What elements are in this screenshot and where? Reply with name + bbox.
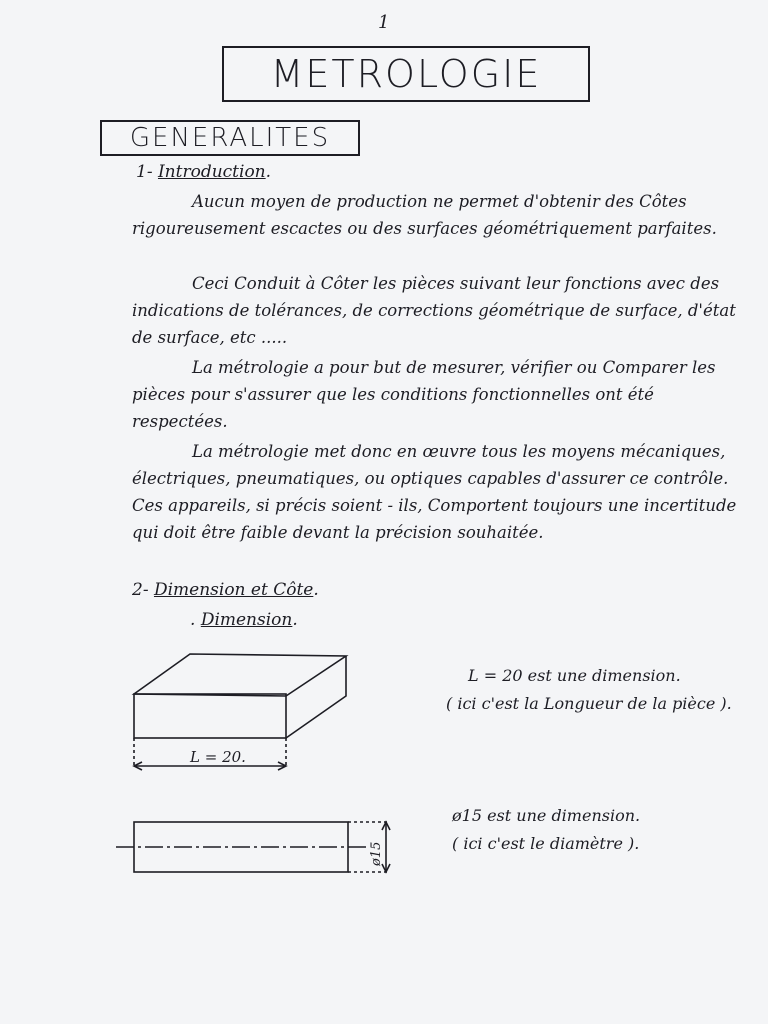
paragraph-3: La métrologie a pour but de mesurer, vérifier ou Comparer les pièces pour s'assurer que les conditions fonctionnelles ont été respectées.: [132, 358, 716, 431]
block-note-line-2: ( ici c'est la Longueur de la pièce ).: [446, 694, 732, 713]
diameter-note-line-2: ( ici c'est le diamètre ).: [452, 834, 640, 853]
diameter-note: [452, 802, 640, 858]
paragraph-2: Ceci Conduit à Côter les pièces suivant leur fonctions avec des indications de tolérances, de corrections géométrique de surface, d'état de surface, etc .....: [132, 274, 736, 347]
heading-number: 1-: [136, 162, 153, 182]
heading-text: Introduction: [157, 162, 266, 182]
heading-text: Dimension et Côte: [153, 580, 314, 600]
diameter-note-line-1: ø15 est une dimension.: [452, 806, 641, 825]
page-title: METROLOGIE: [222, 46, 590, 102]
diameter-label: ø15: [369, 841, 384, 866]
block-note-line-1: L = 20 est une dimension.: [468, 666, 681, 685]
block-length-label: L = 20.: [190, 748, 246, 766]
page-number: 1: [378, 12, 390, 33]
block-note: [446, 662, 732, 718]
heading-number: 2-: [132, 580, 149, 600]
paragraph-4: La métrologie met donc en œuvre tous les moyens mécaniques, électriques, pneumatiques, ou optiques capables d'assurer ce contrôle. Ces appareils, si précis soient - ils, Comportent toujours une incertitude qui doit être faible devant la précision souhaitée.: [132, 442, 737, 542]
paragraph-1: Aucun moyen de production ne permet d'obtenir des Côtes rigoureusement escactes ou des surfaces géométriquement parfaites.: [132, 192, 717, 238]
heading-dimension-cote: 2- Dimension et Côte.: [132, 580, 319, 600]
section-title: GENERALITES: [100, 120, 360, 156]
subheading-text: Dimension: [200, 610, 293, 630]
heading-introduction: 1- Introduction.: [136, 162, 272, 182]
subheading-dimension: . Dimension.: [190, 610, 298, 630]
